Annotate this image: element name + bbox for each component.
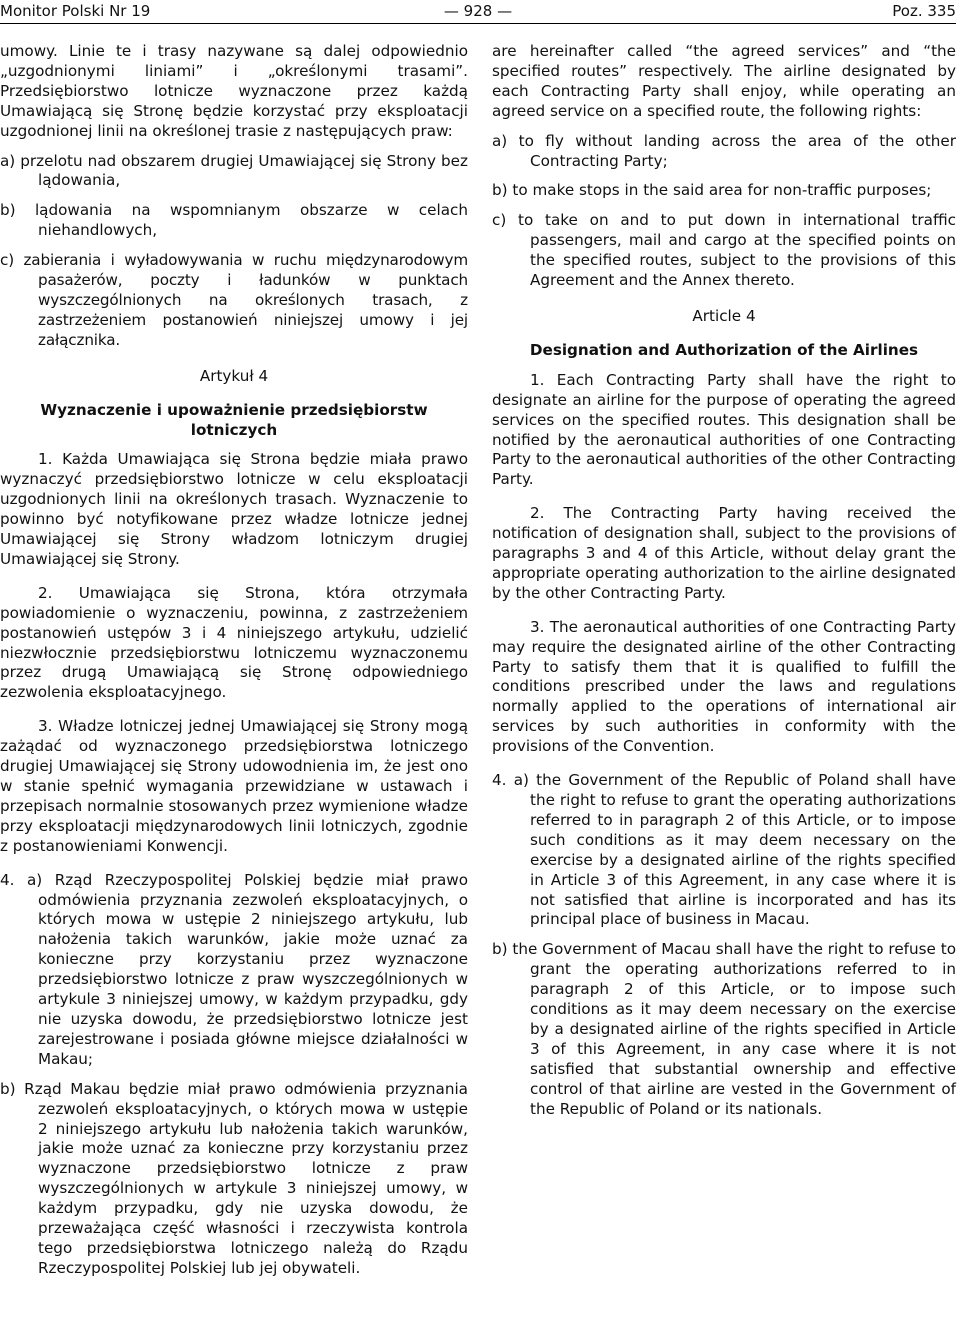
polish-paragraph-2: 2. Umawiająca się Strona, która otrzymała powiadomienie o wyznaczeniu, powinna, z zastrzeżeniem postanowień ustępów 3 i 4 niniejszego artykułu, udzielić niezwłocznie przedsiębiorstwu lotniczemu wyznaczonemu przez drugą Umawiającą się Stronę odpowiedniego zezwolenia eksploatacyjnego. (0, 583, 468, 702)
polish-article-heading: Artykuł 4 (199, 366, 269, 385)
page-header (0, 0, 956, 22)
english-right-a: a) to fly without landing across the area of the other Contracting Party; (492, 131, 956, 170)
polish-right-b: b) lądowania na wspomnianym obszarze w celach niehandlowych, (0, 201, 468, 240)
polish-paragraph-1: 1. Każda Umawiająca się Strona będzie miała prawo wyznaczyć przedsiębiorstwo lotnicze w celu eksploatacji uzgodnionych linii na określonych trasach. Wyznaczenie to powinno być notyfikowane przez władze lotnicze jednej Umawiającej się Strony władzom lotniczym drugiej Umawiającej się Strony. (0, 450, 468, 568)
english-intro: are hereinafter called “the agreed services” and “the specified routes” respectively. The airline designated by each Contracting Party shall enjoy, while operating an agreed service on a specified route, the following rights: (492, 42, 956, 120)
english-column (492, 42, 956, 1120)
polish-paragraph-4a: 4. a) Rząd Rzeczypospolitej Polskiej będzie miał prawo odmówienia przyznania zezwoleń eksploatacyjnych, o których mowa w ustępie 2 niniejszego artykułu, lub nałożenia takich warunków, jakie może uznać za konieczne przy korzystaniu przez wyznaczone przedsiębiorstwo lotnicze z praw wyszczególnionych w artykule 3 niniejszej umowy, w każdym przypadku, gdy nie uzyska dowodu, że przedsiębiorstwo lotnicze jest zarejestrowane i posiada główne miejsce działalności w Makau; (0, 870, 468, 1068)
english-paragraph-4b: b) the Government of Macau shall have the right to refuse to grant the operating authorizations referred to in paragraph 2 of this Article, or to impose such conditions as it may deem necessary on the exercise by a designated airline of the rights specified in Article 3 of this Agreement, in any case where it is not satisfied that substantial ownership and effective control of that airline are vested in the Government of the Republic of Poland or its nationals. (492, 940, 956, 1118)
english-right-b: b) to make stops in the said area for non-traffic purposes; (492, 181, 932, 200)
polish-paragraph-4b: b) Rząd Makau będzie miał prawo odmówienia przyznania zezwoleń eksploatacyjnych, o których mowa w ustępie 2 niniejszego artykułu lub nałożenia takich warunków, jakie może uznać za konieczne przy korzystaniu przez wyznaczone przedsiębiorstwo lotnicze z praw wyszczególnionych w artykule 3 niniejszej umowy, w każdym przypadku, gdy nie uzyska dowodu, że przeważająca część własności i rzeczywista kontrola tego przedsiębiorstwa lotniczego należą do Rządu Rzeczypospolitej Polskiej lub jej obywateli. (0, 1079, 468, 1277)
header-rule (0, 23, 956, 24)
polish-right-a: a) przelotu nad obszarem drugiej Umawiającej się Strony bez lądowania, (0, 151, 468, 190)
polish-right-c: c) zabierania i wyładowywania w ruchu międzynarodowym pasażerów, poczty i ładunków w punktach wyszczególnionych na określonych trasach, z zastrzeżeniem postanowień niniejszej umowy i jej załącznika. (0, 251, 468, 349)
polish-paragraph-3: 3. Władze lotniczej jednej Umawiającej się Strony mogą zażądać od wyznaczonego przedsiębiorstwa lotniczego drugiej Umawiającej się Strony udowodnienia im, że jest ono w stanie spełnić wymagania przewidziane w ustawach i przepisach normalnie stosowanych przez wymienione władze przy eksploatacji międzynarodowych linii lotniczych, zgodnie z postanowieniami Konwencji. (0, 717, 468, 855)
position-number: Poz. 335 (892, 2, 956, 20)
english-article-heading: Article 4 (692, 306, 756, 325)
polish-article-title: Wyznaczenie i upoważnienie przedsiębiorstw lotniczych (40, 400, 428, 439)
polish-intro: umowy. Linie te i trasy nazywane są dalej odpowiednio „uzgodnionymi liniami” i „określonymi trasami”. Przedsiębiorstwo lotnicze wyznaczone przez każdą Umawiającą się Stronę będzie korzystać przy eksploatacji uzgodnionej linii na określonej trasie z następujących praw: (0, 42, 468, 140)
page-number: — 928 — (443, 2, 513, 20)
english-article-title: Designation and Authorization of the Airlines (529, 340, 919, 359)
english-paragraph-3: 3. The aeronautical authorities of one Contracting Party may require the designated airline of the other Contracting Party to satisfy them that it is qualified to fulfill the conditions prescribed under the laws and regulations normally applied to the operations of international air services by such authorities in conformity with the provisions of the Convention. (492, 617, 956, 756)
journal-name: Monitor Polski Nr 19 (0, 2, 151, 20)
english-paragraph-4a: 4. a) the Government of the Republic of Poland shall have the right to refuse to grant the operating authorizations referred to in paragraph 2 of this Article, or to impose such conditions as it may deem necessary on the exercise by a designated airline of the rights specified in Article 3 of this Agreement, in any case where it is not satisfied that airline is incorporated and has its principal place of business in Macau. (492, 771, 956, 929)
english-right-c: c) to take on and to put down in international traffic passengers, mail and cargo at the specified points on the specified routes, subject to the provisions of this Agreement and the Annex thereto. (492, 211, 956, 290)
polish-column (0, 42, 468, 1279)
english-paragraph-2: 2. The Contracting Party having received the notification of designation shall, subject to the provisions of paragraphs 3 and 4 of this Article, without delay grant the appropriate operating authorization to the airline designated by the other Contracting Party. (492, 504, 956, 602)
english-paragraph-1: 1. Each Contracting Party shall have the right to designate an airline for the purpose of operating the agreed services on the specified routes. This designation shall be notified by the aeronautical authorities of one Contracting Party to the aeronautical authorities of the other Contracting Party. (492, 370, 956, 489)
